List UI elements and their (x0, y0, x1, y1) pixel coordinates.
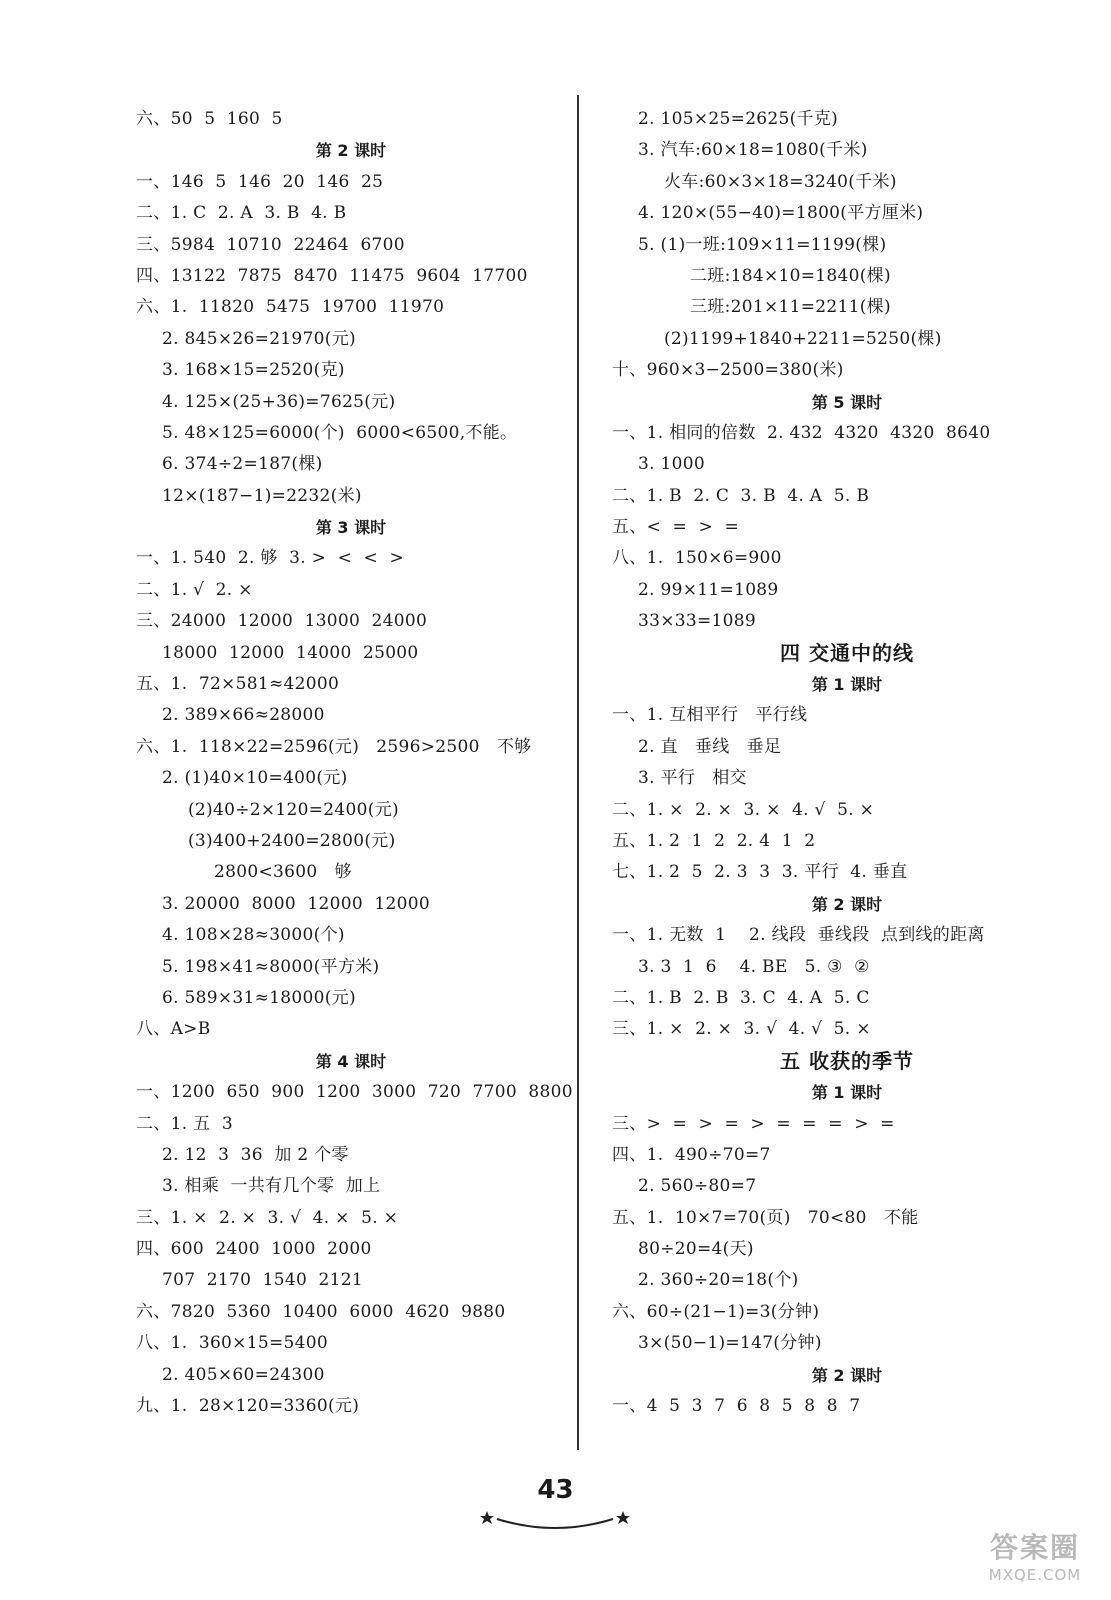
answer-line: 6. 374÷2=187(棵) (162, 454, 323, 475)
answer-line: 三、5984 10710 22464 6700 (136, 234, 405, 255)
lesson-heading: 第 5 课时 (811, 392, 883, 412)
page-footer (0, 1475, 1111, 1535)
answer-line: 八、1. 150×6=900 (612, 548, 782, 569)
answer-line: 一、1. 互相平行 平行线 (612, 705, 808, 726)
lesson-heading: 第 1 课时 (811, 1083, 883, 1103)
answer-line: 2800<3600 够 (214, 862, 352, 883)
answer-line: 4. 108×28≈3000(个) (162, 925, 345, 946)
answer-line: 二班:184×10=1840(棵) (690, 265, 891, 286)
answer-line: 三、24000 12000 13000 24000 (136, 611, 428, 632)
answer-line: 一、146 5 146 20 146 25 (136, 171, 384, 192)
answer-line: 五、1. 10×7=70(页) 70<80 不能 (612, 1207, 919, 1228)
lesson-heading: 第 2 课时 (315, 141, 387, 161)
right-column (612, 104, 1082, 1422)
answer-line: 二、1. B 2. C 3. B 4. A 5. B (612, 485, 870, 506)
watermark-title: 答案圈 (989, 1531, 1080, 1564)
answer-line: 3. 3 1 6 4. BE 5. ③ ② (638, 956, 870, 977)
answer-line: 五、< = > = (612, 517, 739, 538)
answer-line: (3)400+2400=2800(元) (188, 830, 396, 851)
answer-line: 2. 直 垂线 垂足 (638, 736, 782, 757)
answer-line: 一、1. 相同的倍数 2. 432 4320 4320 8640 (612, 422, 991, 443)
answer-line: 2. 360÷20=18(个) (638, 1270, 799, 1291)
answer-line: 十、960×3−2500=380(米) (612, 360, 844, 381)
answer-line: 6. 589×31≈18000(元) (162, 987, 356, 1008)
answer-line: 四、13122 7875 8470 11475 9604 17700 (136, 265, 528, 286)
answer-line: 二、1. √ 2. × (136, 579, 253, 600)
lesson-heading: 第 3 课时 (315, 518, 387, 538)
lesson-heading: 第 4 课时 (315, 1051, 387, 1071)
answer-line: 80÷20=4(天) (638, 1239, 754, 1260)
answer-line: 一、1200 650 900 1200 3000 720 7700 8800 (136, 1082, 573, 1103)
watermark-url: MXQE.COM (988, 1566, 1082, 1584)
answer-line: 5. 198×41≈8000(平方米) (162, 956, 380, 977)
answer-line: 二、1. × 2. × 3. × 4. √ 5. × (612, 799, 875, 820)
answer-line: 3. 相乘 一共有几个零 加上 (162, 1176, 381, 1197)
column-divider (577, 95, 579, 1450)
answer-line: 2. 560÷80=7 (638, 1176, 757, 1197)
answer-line: 三、1. × 2. × 3. √ 4. √ 5. × (612, 1019, 871, 1040)
unit-heading: 五 收获的季节 (780, 1048, 914, 1073)
answer-line: 三班:201×11=2211(棵) (690, 297, 891, 318)
answer-line: 3×(50−1)=147(分钟) (638, 1333, 822, 1354)
answer-line: 八、A>B (136, 1019, 211, 1040)
answer-line: 六、50 5 160 5 (136, 109, 283, 129)
answer-line: 八、1. 360×15=5400 (136, 1333, 328, 1354)
answer-line: 5. 48×125=6000(个) 6000<6500,不能。 (162, 422, 518, 443)
answer-line: 六、1. 118×22=2596(元) 2596>2500 不够 (136, 736, 532, 757)
answer-line: 707 2170 1540 2121 (162, 1270, 363, 1291)
answer-line: (2)40÷2×120=2400(元) (188, 799, 399, 820)
answer-line: 一、4 5 3 7 6 8 5 8 8 7 (612, 1396, 861, 1417)
answer-line: 五、1. 72×581≈42000 (136, 674, 340, 695)
answer-line: 3. 平行 相交 (638, 768, 747, 789)
answer-line: 2. (1)40×10=400(元) (162, 768, 348, 789)
answer-line: 12×(187−1)=2232(米) (162, 485, 362, 506)
answer-line: 二、1. 五 3 (136, 1113, 233, 1134)
answer-line: 六、7820 5360 10400 6000 4620 9880 (136, 1301, 506, 1322)
watermark-logo (975, 1526, 1095, 1584)
unit-heading: 四 交通中的线 (780, 640, 914, 665)
answer-line: 4. 120×(55−40)=1800(平方厘米) (638, 203, 924, 224)
answer-line: 三、1. × 2. × 3. √ 4. × 5. × (136, 1207, 399, 1228)
answer-line: 四、600 2400 1000 2000 (136, 1239, 372, 1260)
answer-line: 二、1. C 2. A 3. B 4. B (136, 203, 347, 224)
lesson-heading: 第 1 课时 (811, 675, 883, 695)
answer-line: 九、1. 28×120=3360(元) (136, 1396, 360, 1417)
answer-line: 火车:60×3×18=3240(千米) (664, 171, 897, 192)
answer-line: 2. 845×26=21970(元) (162, 328, 356, 349)
lesson-heading: 第 2 课时 (811, 894, 883, 914)
answer-line: 2. 405×60=24300 (162, 1364, 325, 1385)
answer-line: 33×33=1089 (638, 611, 757, 632)
answer-line: 二、1. B 2. B 3. C 4. A 5. C (612, 987, 870, 1008)
answer-line: 2. 389×66≈28000 (162, 705, 325, 726)
page-number: 43 (537, 1475, 574, 1505)
answer-line: 5. (1)一班:109×11=1199(棵) (638, 234, 887, 255)
answer-line: 三、> = > = > = = = > = (612, 1113, 895, 1134)
answer-line: 五、1. 2 1 2 2. 4 1 2 (612, 830, 816, 851)
answer-line: 2. 99×11=1089 (638, 579, 779, 600)
answer-line: 3. 168×15=2520(克) (162, 360, 345, 381)
lesson-heading: 第 2 课时 (811, 1365, 883, 1385)
answer-line: (2)1199+1840+2211=5250(棵) (664, 328, 942, 349)
answer-line: 18000 12000 14000 25000 (162, 642, 419, 663)
answer-line: 六、60÷(21−1)=3(分钟) (612, 1301, 820, 1322)
answer-line: 2. 105×25=2625(千克) (638, 109, 839, 129)
answer-line: 2. 12 3 36 加 2 个零 (162, 1144, 349, 1165)
answer-line: 一、1. 540 2. 够 3. > < < > (136, 548, 405, 569)
left-column (136, 104, 573, 1422)
answer-line: 四、1. 490÷70=7 (612, 1144, 771, 1165)
answer-line: 3. 20000 8000 12000 12000 (162, 893, 430, 914)
answer-line: 4. 125×(25+36)=7625(元) (162, 391, 396, 412)
answer-line: 六、1. 11820 5475 19700 11970 (136, 297, 445, 318)
answer-line: 七、1. 2 5 2. 3 3 3. 平行 4. 垂直 (612, 862, 908, 883)
answer-line: 3. 1000 (638, 454, 705, 475)
answer-line: 3. 汽车:60×18=1080(千米) (638, 140, 868, 161)
footer-ornament-icon (475, 1503, 635, 1533)
answer-line: 一、1. 无数 1 2. 线段 垂线段 点到线的距离 (612, 925, 985, 946)
